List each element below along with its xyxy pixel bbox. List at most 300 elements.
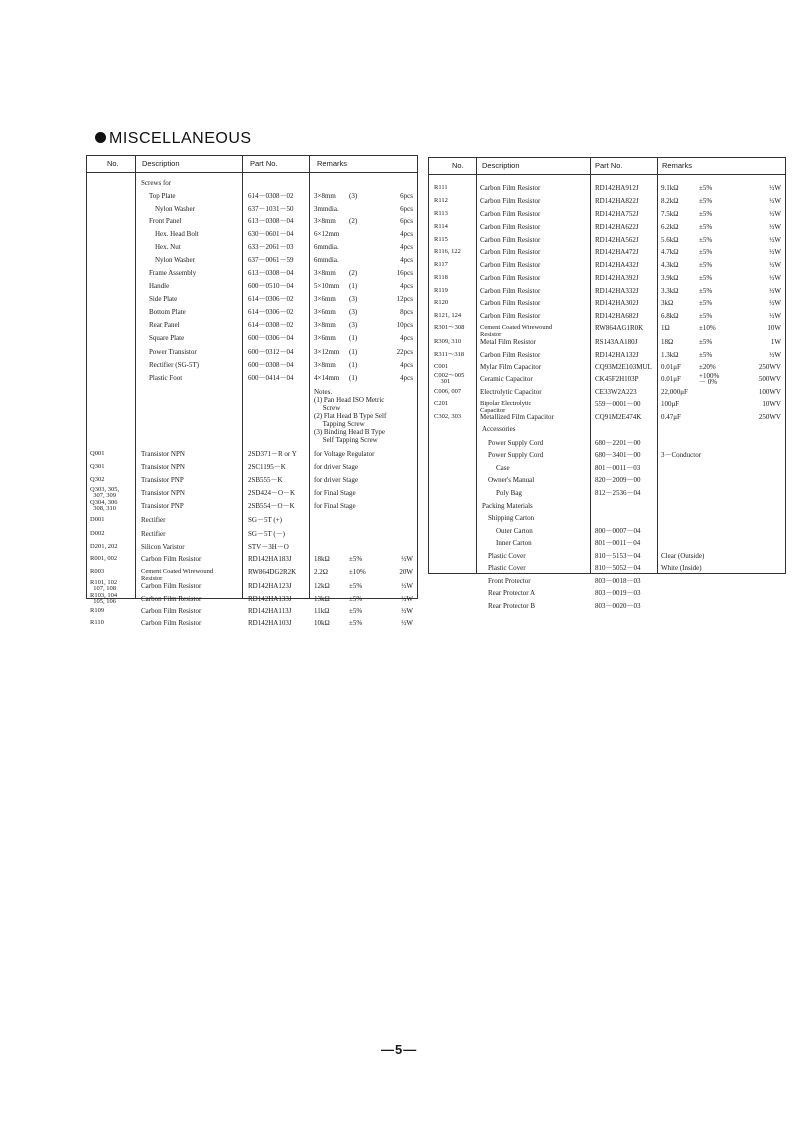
- cell-rem: 13kΩ: [314, 595, 330, 603]
- cell-desc: Carbon Film Resistor: [480, 351, 541, 359]
- cell-rem: 3×6mm: [314, 334, 336, 342]
- cell-rem: for Final Stage: [314, 489, 356, 497]
- cell-rem: 1Ω: [661, 324, 670, 332]
- bullet-icon: [95, 132, 106, 143]
- cell-rem-q: ½W: [769, 210, 781, 218]
- cell-rem: 0.01μF: [661, 363, 681, 371]
- cell-desc: Rear Panel: [149, 321, 180, 329]
- cell-part: RD142HA183J: [248, 555, 292, 563]
- cell-rem-n: ±5%: [699, 210, 713, 218]
- cell-no: R114: [434, 223, 448, 230]
- cell-rem-q: 20W: [399, 568, 413, 576]
- header-no: No.: [452, 161, 464, 170]
- cell-rem-n: ±5%: [699, 274, 713, 282]
- cell-part: RD142HA682J: [595, 312, 639, 320]
- cell-desc: Outer Carton: [496, 527, 533, 535]
- cell-no: R103, 104 105, 106: [90, 592, 118, 605]
- cell-rem: 11kΩ: [314, 607, 330, 615]
- cell-desc: Carbon Film Resistor: [480, 197, 541, 205]
- cell-rem-q: ½W: [769, 261, 781, 269]
- cell-rem: 0.47μF: [661, 413, 681, 421]
- cell-rem-q: 6pcs: [400, 205, 413, 213]
- cell-part: RD142HA912J: [595, 184, 639, 192]
- cell-part: 600－0306－04: [248, 334, 294, 342]
- cell-rem-n: ±5%: [699, 248, 713, 256]
- cell-desc: Transistor PNP: [141, 502, 184, 510]
- cell-part: RD142HA133J: [248, 595, 292, 603]
- cell-desc: Square Plate: [149, 334, 185, 342]
- cell-part: CQ91M2E474K: [595, 413, 642, 421]
- cell-desc: Accessories: [482, 425, 516, 433]
- cell-rem-q: ½W: [769, 299, 781, 307]
- cell-part: 680－2201－00: [595, 439, 641, 447]
- cell-rem: for Voltage Regulator: [314, 450, 375, 458]
- cell-rem: 3×6mm: [314, 308, 336, 316]
- cell-desc: Shipping Carton: [488, 514, 535, 522]
- cell-rem-q: 100WV: [758, 388, 781, 396]
- cell-rem-n: ±5%: [349, 555, 363, 563]
- cell-no: R111: [434, 184, 448, 191]
- cell-no: R115: [434, 236, 448, 243]
- cell-rem-n: ±5%: [699, 287, 713, 295]
- cell-part: 613－0308－04: [248, 269, 294, 277]
- cell-rem-q: ½W: [401, 555, 413, 563]
- cell-rem: 18Ω: [661, 338, 674, 346]
- cell-rem-q: 500WV: [758, 375, 781, 383]
- cell-rem: 6mmdia.: [314, 243, 339, 251]
- cell-rem-n: (2): [349, 217, 358, 225]
- cell-desc: Frame Assembly: [149, 269, 197, 277]
- cell-rem-q: ½W: [401, 595, 413, 603]
- header-remarks: Remarks: [317, 159, 348, 168]
- cell-part: 2SB555－K: [248, 476, 283, 484]
- header-remarks: Remarks: [662, 161, 693, 170]
- cell-desc: Carbon Film Resistor: [141, 555, 202, 563]
- cell-rem: 3×8mm: [314, 192, 336, 200]
- cell-part: RD142HA432J: [595, 261, 639, 269]
- cell-rem: 4.3kΩ: [661, 261, 679, 269]
- cell-no: R110: [90, 619, 104, 626]
- cell-desc: Rear Protector A: [488, 589, 536, 597]
- cell-rem-q: 22pcs: [396, 348, 413, 356]
- cell-part: 633－2061－03: [248, 243, 294, 251]
- cell-part: RD142HA332J: [595, 287, 639, 295]
- cell-desc: Poly Bag: [496, 489, 522, 497]
- cell-rem-q: 10WV: [762, 400, 781, 408]
- cell-no: D001: [90, 516, 105, 523]
- cell-part: RD142HA622J: [595, 223, 639, 231]
- cell-rem-n: +100% － 0%: [699, 372, 720, 386]
- cell-rem: 22,000μF: [661, 388, 688, 396]
- cell-desc: Ceramic Capacitor: [480, 375, 533, 383]
- cell-rem: 12kΩ: [314, 582, 330, 590]
- cell-rem-n: ±5%: [349, 595, 363, 603]
- cell-part: 614－0306－02: [248, 295, 294, 303]
- column-divider: [309, 156, 310, 598]
- cell-desc: Carbon Film Resistor: [480, 299, 541, 307]
- cell-desc: Metallized Film Capacitor: [480, 413, 554, 421]
- cell-part: 803－0020－03: [595, 602, 641, 610]
- cell-desc: Inner Carton: [496, 539, 532, 547]
- cell-no: R112: [434, 197, 448, 204]
- cell-rem: 3－Conductor: [661, 451, 702, 459]
- cell-rem: 3×6mm: [314, 295, 336, 303]
- cell-part: 637－0061－59: [248, 256, 294, 264]
- cell-desc: Transistor NPN: [141, 450, 185, 458]
- cell-rem: 2.2Ω: [314, 568, 328, 576]
- cell-part: RD142HA123J: [248, 582, 292, 590]
- cell-rem-n: ±5%: [699, 351, 713, 359]
- cell-rem-n: (1): [349, 374, 358, 382]
- cell-desc: Bottom Plate: [149, 308, 186, 316]
- cell-rem: 18kΩ: [314, 555, 330, 563]
- cell-part: RD142HA103J: [248, 619, 292, 627]
- cell-rem: 6×12mm: [314, 230, 340, 238]
- cell-part: 637－1031－50: [248, 205, 294, 213]
- cell-desc: Nylon Washer: [155, 256, 195, 264]
- cell-no: R113: [434, 210, 448, 217]
- cell-desc: Power Supply Cord: [488, 439, 544, 447]
- cell-part: 2SC1195－K: [248, 463, 286, 471]
- cell-desc: Carbon Film Resistor: [480, 248, 541, 256]
- cell-rem: White (Inside): [661, 564, 702, 572]
- cell-rem-q: ½W: [769, 184, 781, 192]
- cell-rem: Clear (Outside): [661, 552, 705, 560]
- cell-desc: Bipolar Electrolytic Capacitor: [480, 400, 532, 414]
- cell-rem: for driver Stage: [314, 463, 358, 471]
- header-description: Description: [482, 161, 520, 170]
- cell-part: 614－0306－02: [248, 308, 294, 316]
- cell-rem: 5.6kΩ: [661, 236, 679, 244]
- cell-desc: Plastic Cover: [488, 564, 526, 572]
- cell-desc: Packing Materials: [482, 502, 533, 510]
- cell-no: R301～308: [434, 324, 465, 331]
- header-part-no: Part No.: [250, 159, 278, 168]
- cell-part: RD142HA302J: [595, 299, 639, 307]
- cell-rem: 6mmdia.: [314, 256, 339, 264]
- cell-part: CK45F2H103P: [595, 375, 639, 383]
- cell-rem-n: (1): [349, 282, 358, 290]
- cell-no: Q302: [90, 476, 105, 483]
- cell-desc: Plastic Foot: [149, 374, 183, 382]
- cell-rem-q: 4pcs: [400, 243, 413, 251]
- cell-rem-n: ±5%: [699, 312, 713, 320]
- cell-no: Q001: [90, 450, 105, 457]
- cell-rem-n: ±5%: [349, 607, 363, 615]
- cell-part: RD142HA392J: [595, 274, 639, 282]
- cell-rem-q: ½W: [769, 236, 781, 244]
- cell-part: RD142HA113J: [248, 607, 292, 615]
- cell-part: 2SB554－O－K: [248, 502, 295, 510]
- column-divider: [242, 156, 243, 598]
- cell-rem-q: ½W: [769, 274, 781, 282]
- cell-part: 600－0510－04: [248, 282, 294, 290]
- cell-part: 559－0001－00: [595, 400, 641, 408]
- cell-rem-q: 6pcs: [400, 217, 413, 225]
- cell-desc: Power Supply Cord: [488, 451, 544, 459]
- cell-part: 600－0414－04: [248, 374, 294, 382]
- cell-rem-n: ±5%: [349, 582, 363, 590]
- cell-desc: Hex. Head Bolt: [155, 230, 199, 238]
- cell-rem-q: ½W: [769, 312, 781, 320]
- parts-table-left: [86, 155, 418, 627]
- cell-desc: Silicon Varistor: [141, 543, 185, 551]
- cell-desc: Carbon Film Resistor: [480, 184, 541, 192]
- cell-desc: Cement Coated Wirewound Resistor: [480, 324, 553, 338]
- table-header: [429, 158, 785, 175]
- cell-part: 812－2536－04: [595, 489, 641, 497]
- cell-desc: Case: [496, 464, 510, 472]
- cell-part: RD142HA752J: [595, 210, 639, 218]
- cell-desc: Handle: [149, 282, 170, 290]
- page-title-text: MISCELLANEOUS: [109, 130, 252, 147]
- cell-part: 2SD371－R or Y: [248, 450, 297, 458]
- cell-no: C002～005 301: [434, 372, 465, 385]
- cell-rem-n: (3): [349, 295, 358, 303]
- cell-part: 803－0018－03: [595, 577, 641, 585]
- cell-part: RW864AG1R0K: [595, 324, 644, 332]
- cell-no: R001, 002: [90, 555, 118, 562]
- cell-rem-n: ±5%: [699, 184, 713, 192]
- cell-desc: Front Protector: [488, 577, 531, 585]
- cell-part: SG－5T (－): [248, 530, 286, 538]
- cell-rem: 3mmdia.: [314, 205, 339, 213]
- column-divider: [657, 158, 658, 573]
- cell-rem-q: 250WV: [758, 363, 781, 371]
- cell-desc: Rectifier: [141, 516, 166, 524]
- cell-rem: 10kΩ: [314, 619, 330, 627]
- cell-desc: Carbon Film Resistor: [480, 210, 541, 218]
- cell-rem-n: (2): [349, 269, 358, 277]
- cell-part: 2SD424－O－K: [248, 489, 296, 497]
- cell-rem-q: ½W: [769, 197, 781, 205]
- cell-part: 613－0308－04: [248, 217, 294, 225]
- cell-part: 803－0019－03: [595, 589, 641, 597]
- cell-desc: Side Plate: [149, 295, 178, 303]
- cell-rem-n: ±5%: [699, 197, 713, 205]
- cell-rem-q: 1W: [770, 338, 781, 346]
- cell-desc: Plastic Cover: [488, 552, 526, 560]
- cell-part: STV－3H－O: [248, 543, 289, 551]
- cell-desc: Carbon Film Resistor: [141, 607, 202, 615]
- cell-part: RD142HA562J: [595, 236, 639, 244]
- cell-no: C201: [434, 400, 449, 407]
- column-divider: [590, 158, 591, 573]
- cell-part: RD142HA132J: [595, 351, 639, 359]
- cell-desc: Carbon Film Resistor: [141, 582, 202, 590]
- cell-rem-n: (3): [349, 308, 358, 316]
- cell-rem-q: 4pcs: [400, 256, 413, 264]
- cell-desc: Owner's Manual: [488, 476, 535, 484]
- cell-rem-n: (1): [349, 334, 358, 342]
- column-divider: [135, 156, 136, 598]
- cell-desc: Carbon Film Resistor: [480, 236, 541, 244]
- cell-rem: 7.5kΩ: [661, 210, 679, 218]
- cell-rem-q: 250WV: [758, 413, 781, 421]
- cell-part: RD142HA822J: [595, 197, 639, 205]
- cell-rem-n: ±5%: [349, 619, 363, 627]
- header-description: Description: [142, 159, 180, 168]
- cell-rem-q: ½W: [401, 619, 413, 627]
- cell-rem-q: 10W: [767, 324, 781, 332]
- cell-rem: 3.9kΩ: [661, 274, 679, 282]
- cell-desc: Electrolytic Capacitor: [480, 388, 542, 396]
- cell-rem-n: (1): [349, 348, 358, 356]
- cell-no: R116, 122: [434, 248, 461, 255]
- cell-rem-q: ½W: [769, 287, 781, 295]
- cell-no: R109: [90, 607, 105, 614]
- cell-part: 600－0308－04: [248, 361, 294, 369]
- header-no: No.: [107, 159, 119, 168]
- cell-desc: Hex. Nut: [155, 243, 181, 251]
- cell-desc: Rectifier: [141, 530, 166, 538]
- cell-rem-q: ½W: [769, 248, 781, 256]
- cell-rem: 5×10mm: [314, 282, 340, 290]
- cell-rem-n: ±20%: [699, 363, 716, 371]
- cell-rem-q: 4pcs: [400, 282, 413, 290]
- cell-no: R309, 310: [434, 338, 462, 345]
- cell-rem-n: ±5%: [699, 299, 713, 307]
- cell-rem-n: ±5%: [699, 223, 713, 231]
- cell-no: R101, 102 107, 108: [90, 579, 118, 592]
- cell-rem-q: 6pcs: [400, 192, 413, 200]
- cell-desc: Carbon Film Resistor: [480, 287, 541, 295]
- cell-rem: 3×8mm: [314, 321, 336, 329]
- cell-rem-q: 12pcs: [396, 295, 413, 303]
- cell-rem-q: 4pcs: [400, 230, 413, 238]
- cell-desc: Carbon Film Resistor: [480, 223, 541, 231]
- cell-no: R311～318: [434, 351, 465, 358]
- cell-desc: Carbon Film Resistor: [480, 312, 541, 320]
- cell-no: C006, 007: [434, 388, 462, 395]
- cell-no: R119: [434, 287, 448, 294]
- cell-rem: for Final Stage: [314, 502, 356, 510]
- cell-rem-n: ±10%: [349, 568, 366, 576]
- cell-desc: Mylar Film Capacitor: [480, 363, 542, 371]
- cell-rem: 4.7kΩ: [661, 248, 679, 256]
- cell-rem-q: 16pcs: [396, 269, 413, 277]
- page-title: [95, 130, 252, 148]
- cell-rem-n: ±5%: [699, 338, 713, 346]
- cell-no: R118: [434, 274, 448, 281]
- cell-rem-q: 4pcs: [400, 374, 413, 382]
- cell-no: R120: [434, 299, 449, 306]
- cell-desc: Transistor NPN: [141, 489, 185, 497]
- cell-rem: 4×14mm: [314, 374, 340, 382]
- cell-desc: Carbon Film Resistor: [141, 619, 202, 627]
- parts-table-right: [428, 157, 786, 610]
- cell-rem-q: 8pcs: [400, 308, 413, 316]
- cell-desc: Carbon Film Resistor: [141, 595, 202, 603]
- cell-part: RS143AA180J: [595, 338, 638, 346]
- cell-desc: Cement Coated Wirewound Resistor: [141, 568, 214, 582]
- cell-desc: Screws for: [141, 179, 172, 187]
- cell-rem-n: ±5%: [699, 261, 713, 269]
- cell-part: RW864DG2R2K: [248, 568, 297, 576]
- cell-desc: Power Transistor: [149, 348, 197, 356]
- cell-rem-n: (3): [349, 321, 358, 329]
- cell-part: CE33W2A223: [595, 388, 637, 396]
- cell-rem: for driver Stage: [314, 476, 358, 484]
- cell-rem: 1.3kΩ: [661, 351, 679, 359]
- cell-rem: 6.2kΩ: [661, 223, 679, 231]
- cell-no: Q301: [90, 463, 105, 470]
- cell-desc: Rear Protector B: [488, 602, 536, 610]
- page-number: —5—: [381, 1042, 418, 1057]
- cell-part: SG－5T (+): [248, 516, 282, 524]
- cell-part: RD142HA472J: [595, 248, 639, 256]
- cell-no: D002: [90, 530, 105, 537]
- cell-desc: Nylon Washer: [155, 205, 195, 213]
- cell-part: 810－5153－04: [595, 552, 641, 560]
- cell-desc: Metal Film Resistor: [480, 338, 536, 346]
- cell-no: C302, 303: [434, 413, 462, 420]
- cell-rem: 3×8mm: [314, 269, 336, 277]
- cell-desc: Transistor PNP: [141, 476, 184, 484]
- cell-rem-n: ±5%: [699, 236, 713, 244]
- cell-desc: Carbon Film Resistor: [480, 261, 541, 269]
- cell-desc: Top Plate: [149, 192, 176, 200]
- cell-part: 810－5052－04: [595, 564, 641, 572]
- cell-rem-n: (3): [349, 192, 358, 200]
- cell-rem-q: 4pcs: [400, 334, 413, 342]
- cell-part: 800－0007－04: [595, 527, 641, 535]
- cell-rem: 3×8mm: [314, 217, 336, 225]
- cell-part: 630－0601－04: [248, 230, 294, 238]
- cell-desc: Carbon Film Resistor: [480, 274, 541, 282]
- cell-no: R117: [434, 261, 448, 268]
- cell-no: Q304, 306 308, 310: [90, 499, 118, 512]
- header-part-no: Part No.: [595, 161, 623, 170]
- cell-rem-q: ½W: [769, 223, 781, 231]
- cell-rem: 3.3kΩ: [661, 287, 679, 295]
- cell-rem-q: ½W: [401, 582, 413, 590]
- cell-no: R003: [90, 568, 105, 575]
- cell-part: 801－0011－03: [595, 464, 641, 472]
- cell-no: R121, 124: [434, 312, 462, 319]
- cell-rem: 3kΩ: [661, 299, 674, 307]
- cell-part: 614－0308－02: [248, 192, 294, 200]
- column-divider: [476, 158, 477, 573]
- cell-rem: 6.8kΩ: [661, 312, 679, 320]
- cell-part: CQ93M2E103MUL: [595, 363, 652, 371]
- cell-rem-q: 4pcs: [400, 361, 413, 369]
- cell-desc: Rectifier (SG-5T): [149, 361, 199, 369]
- cell-rem-q: 10pcs: [396, 321, 413, 329]
- table-header: [87, 156, 417, 173]
- cell-rem: 0.01μF: [661, 375, 681, 383]
- cell-part: 820－2009－00: [595, 476, 641, 484]
- cell-rem: 8.2kΩ: [661, 197, 679, 205]
- cell-no: Q303, 305, 307, 309: [90, 486, 120, 499]
- cell-rem: 3×8mm: [314, 361, 336, 369]
- cell-part: 600－0312－04: [248, 348, 294, 356]
- cell-rem-n: ±10%: [699, 324, 716, 332]
- cell-no: C001: [434, 363, 449, 370]
- cell-desc: Front Panel: [149, 217, 182, 225]
- cell-part: 801－0011－04: [595, 539, 641, 547]
- cell-rem-n: (1): [349, 361, 358, 369]
- cell-rem: 9.1kΩ: [661, 184, 679, 192]
- cell-rem: 3×12mm: [314, 348, 340, 356]
- cell-part: 614－0308－02: [248, 321, 294, 329]
- cell-no: D201, 202: [90, 543, 118, 550]
- cell-rem-q: ½W: [401, 607, 413, 615]
- cell-rem: Notes. (1) Pan Head ISO Metric Screw (2) Flat Head B Type Self Tapping Screw (3) Binding Head B Type Self Tapping Screw: [314, 388, 387, 444]
- cell-rem: 100μF: [661, 400, 680, 408]
- cell-rem-q: ½W: [769, 351, 781, 359]
- cell-part: 680－3401－00: [595, 451, 641, 459]
